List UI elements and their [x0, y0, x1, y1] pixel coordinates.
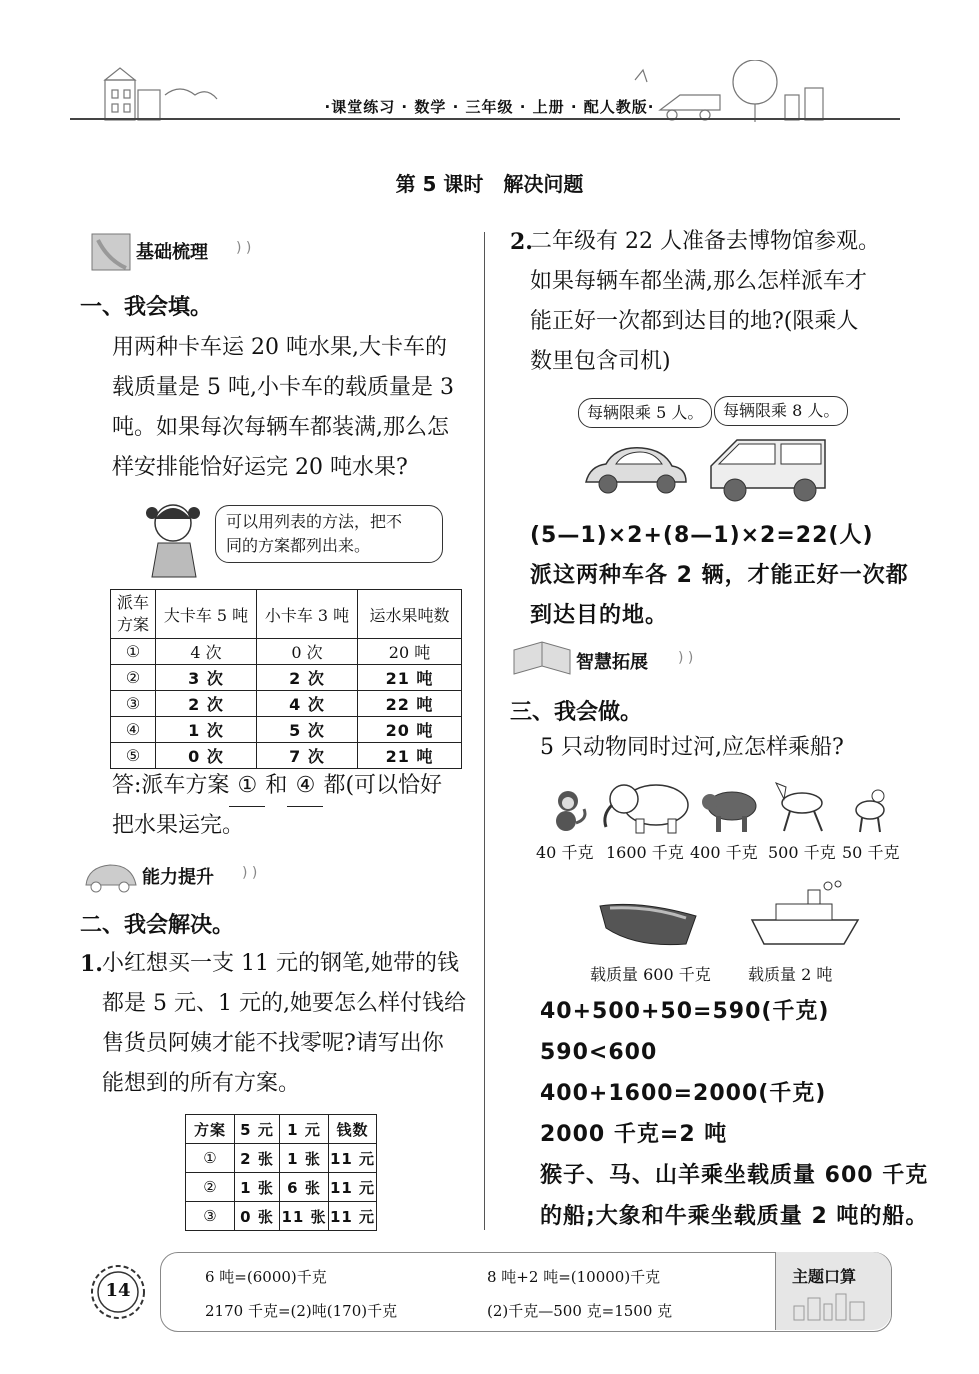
wave-decoration: ) ) — [236, 240, 252, 256]
section1-line-3: 吨。如果每次每辆车都装满,那么怎 — [112, 415, 449, 440]
section1-answer-line2: 把水果运完。 — [112, 813, 245, 838]
table-cell: 1 张 — [280, 1144, 329, 1173]
small-car-icon — [578, 438, 693, 498]
van-icon — [705, 428, 835, 506]
table-cell: 0 次 — [257, 639, 358, 665]
table-cell: ② — [111, 665, 156, 691]
animal-weight-horse: 500 千克 — [768, 843, 836, 862]
q2-formula: (5—1)×2+(8—1)×2=22(人) — [530, 523, 874, 548]
badge-basic: 基础梳理 ) ) — [88, 230, 268, 270]
q2-number: 2. — [510, 229, 533, 255]
table-cell: 11 元 — [329, 1144, 377, 1173]
table-cell: 2 次 — [257, 665, 358, 691]
q2-line-2: 如果每辆车都坐满,那么怎样派车才 — [530, 269, 867, 294]
table-cell: 0 张 — [235, 1202, 280, 1231]
work-line-3: 400+1600=2000(千克) — [540, 1081, 827, 1106]
big-car-label: 每辆限乘 8 人。 — [714, 396, 848, 426]
page-number: 14 — [105, 1280, 131, 1301]
small-car-label: 每辆限乘 5 人。 — [578, 398, 712, 428]
waterfall-icon — [88, 230, 136, 274]
table-row — [186, 1173, 377, 1202]
payment-plan-table — [185, 1114, 377, 1231]
table-cell: 11 张 — [280, 1202, 329, 1231]
table-cell: 20 吨 — [358, 639, 462, 665]
rowboat-icon — [596, 892, 701, 952]
truck-plan-table — [110, 589, 462, 769]
table-row — [186, 1144, 377, 1173]
section3-heading: 三、我会做。 — [510, 700, 643, 725]
column-divider — [484, 232, 485, 1230]
table-cell: 0 次 — [156, 743, 257, 769]
table-row — [186, 1202, 377, 1231]
table-cell: 11 元 — [329, 1173, 377, 1202]
table-header-row — [111, 590, 462, 639]
animal-weight-goat: 50 千克 — [842, 843, 900, 862]
girl-illustration — [140, 495, 210, 580]
table-header-cell: 派车方案 — [111, 590, 156, 639]
table-cell: 5 次 — [257, 717, 358, 743]
hint-bubble: 可以用列表的方法，把不 同的方案都列出来。 — [215, 505, 443, 563]
section1-answer: 答:派车方案 ① 和 ④ 都(可以恰好 — [112, 766, 442, 807]
boat-big-label: 载质量 2 吨 — [748, 965, 833, 984]
section3-answer-line2: 的船;大象和牛乘坐载质量 2 吨的船。 — [540, 1204, 929, 1229]
table-cell: ③ — [111, 691, 156, 717]
table-cell: 21 吨 — [358, 665, 462, 691]
q2-line-1: 二年级有 22 人准备去博物馆参观。 — [530, 229, 880, 254]
skyline-icon — [790, 1292, 880, 1322]
table-cell: 21 吨 — [358, 743, 462, 769]
q2-line-3: 能正好一次都到达目的地?(限乘人 — [530, 309, 859, 334]
lesson-title: 第 5 课时 解决问题 — [395, 172, 584, 196]
table-header-cell: 小卡车 3 吨 — [257, 590, 358, 639]
q1-line-4: 能想到的所有方案。 — [102, 1071, 301, 1096]
footer-item-2: 8 吨+2 吨=(10000)千克 — [487, 1268, 661, 1286]
section1-heading: 一、我会填。 — [80, 295, 213, 320]
animal-weight-cow: 400 千克 — [690, 843, 758, 862]
table-cell: ① — [186, 1144, 235, 1173]
section2-heading: 二、我会解决。 — [80, 913, 235, 938]
table-cell: 4 次 — [257, 691, 358, 717]
footer-item-3: 2170 千克=(2)吨(170)千克 — [205, 1302, 398, 1320]
series-title: ·课堂练习 · 数学 · 三年级 · 上册 · 配人教版· — [324, 98, 655, 116]
table-row — [111, 691, 462, 717]
table-cell: 3 次 — [156, 665, 257, 691]
table-header-cell: 大卡车 5 吨 — [156, 590, 257, 639]
table-row — [111, 717, 462, 743]
book-icon — [510, 638, 574, 682]
table-cell: 11 元 — [329, 1202, 377, 1231]
goat-icon — [846, 780, 891, 835]
table-cell: 2 张 — [235, 1144, 280, 1173]
animal-weight-monkey: 40 千克 — [536, 843, 594, 862]
table-row — [111, 639, 462, 665]
badge-wisdom: 智慧拓展 ) ) — [510, 638, 710, 678]
footer-item-4: (2)千克—500 克=1500 克 — [487, 1302, 673, 1320]
work-line-4: 2000 千克=2 吨 — [540, 1122, 728, 1147]
table-header-cell: 钱数 — [329, 1115, 377, 1144]
table-header-cell: 方案 — [186, 1115, 235, 1144]
answer-blank-1: ① — [229, 766, 265, 807]
table-cell: ② — [186, 1173, 235, 1202]
badge-ability: 能力提升 ) ) — [80, 855, 270, 895]
table-cell: 22 吨 — [358, 691, 462, 717]
elephant-icon — [598, 775, 698, 835]
table-cell: 7 次 — [257, 743, 358, 769]
section3-answer-line1: 猴子、马、山羊乘坐载质量 600 千克 — [540, 1163, 929, 1188]
work-line-1: 40+500+50=590(千克) — [540, 999, 830, 1024]
q2-answer-line1: 派这两种车各 2 辆，才能正好一次都 — [530, 563, 909, 588]
monkey-icon — [542, 785, 592, 835]
table-cell: 1 张 — [235, 1173, 280, 1202]
animal-weight-elephant: 1600 千克 — [606, 843, 684, 862]
boat-small-label: 载质量 600 千克 — [590, 965, 711, 984]
toy-car-icon — [80, 855, 140, 897]
header-rule — [70, 118, 900, 120]
footer-item-1: 6 吨=(6000)千克 — [205, 1268, 327, 1286]
table-cell: ③ — [186, 1202, 235, 1231]
table-cell: 1 次 — [156, 717, 257, 743]
table-header-cell: 1 元 — [280, 1115, 329, 1144]
q1-number: 1. — [80, 951, 103, 977]
table-cell: 4 次 — [156, 639, 257, 665]
table-cell: 2 次 — [156, 691, 257, 717]
table-row — [111, 665, 462, 691]
table-cell: ④ — [111, 717, 156, 743]
section1-line-2: 载质量是 5 吨,小卡车的载质量是 3 — [112, 375, 454, 400]
q2-answer-line2: 到达目的地。 — [530, 603, 669, 628]
table-row — [111, 743, 462, 769]
table-cell: 6 张 — [280, 1173, 329, 1202]
q2-line-4: 数里包含司机) — [530, 349, 671, 374]
q1-line-1: 小红想买一支 11 元的钢笔,她带的钱 — [102, 951, 459, 976]
table-cell: 20 吨 — [358, 717, 462, 743]
table-cell: ① — [111, 639, 156, 665]
ship-icon — [748, 880, 863, 950]
wave-decoration: ) ) — [242, 865, 258, 881]
cow-icon — [698, 780, 763, 835]
section1-line-1: 用两种卡车运 20 吨水果,大卡车的 — [112, 335, 447, 360]
horse-icon — [768, 775, 833, 835]
table-header-row — [186, 1115, 377, 1144]
table-header-cell: 运水果吨数 — [358, 590, 462, 639]
section1-line-4: 样安排能恰好运完 20 吨水果? — [112, 455, 408, 480]
table-header-cell: 5 元 — [235, 1115, 280, 1144]
wave-decoration: ) ) — [678, 650, 694, 666]
table-cell: ⑤ — [111, 743, 156, 769]
section3-question: 5 只动物同时过河,应怎样乘船? — [540, 735, 844, 760]
answer-blank-2: ④ — [287, 766, 323, 807]
work-line-2: 590<600 — [540, 1040, 658, 1065]
q1-line-3: 售货员阿姨才能不找零呢?请写出你 — [102, 1031, 444, 1056]
footer-label: 主题口算 — [792, 1267, 857, 1286]
q1-line-2: 都是 5 元、1 元的,她要怎么样付钱给 — [102, 991, 466, 1016]
